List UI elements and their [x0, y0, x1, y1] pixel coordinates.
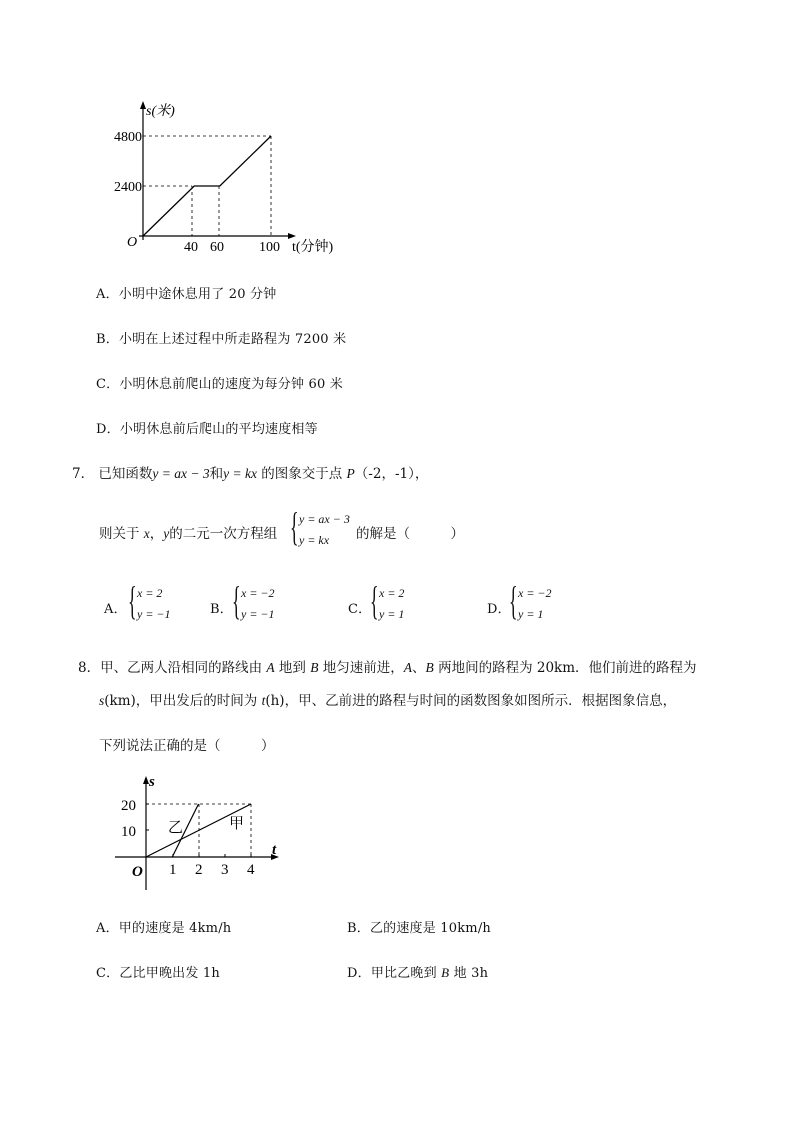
q7-option-c-letter[interactable]: C．	[348, 602, 372, 617]
q8-stem-line1	[78, 656, 697, 676]
q7-option-d-letter[interactable]: D．	[487, 602, 511, 617]
q7-system-brace: {	[290, 504, 299, 549]
q8-point-a-2: A	[403, 660, 413, 675]
q7-point-coords: （-2，-1），	[354, 466, 429, 482]
q7-option-b-row-1: x = −2	[241, 586, 275, 600]
q8-l1-c: 地匀速前进，	[318, 660, 404, 676]
q7-option-a-brace: {	[128, 578, 137, 623]
q7-option-a-row-1: x = 2	[137, 586, 163, 600]
q7-func-1: y = ax − 3	[152, 466, 210, 481]
q7-line2-tail: 的解是（ ）	[356, 526, 464, 542]
q7-option-c-row-1: x = 2	[379, 586, 405, 600]
q7-option-d-brace: {	[509, 578, 518, 623]
y-axis-label: s	[149, 774, 155, 790]
q7-text-1: 已知函数	[98, 466, 153, 482]
q6-option-d[interactable]: D．小明休息前后爬山的平均速度相等	[96, 422, 318, 437]
x-axis-label: t(分钟)	[292, 240, 334, 255]
label-jia: 甲	[229, 816, 245, 832]
q7-var-x: x	[143, 526, 150, 541]
q7-func-2: y = kx	[223, 466, 257, 481]
q7-line2-comma: ，	[149, 526, 164, 542]
q8-option-b[interactable]: B．乙的速度是 10km/h	[347, 921, 491, 936]
q6-option-a[interactable]: A．小明中途休息用了 20 分钟	[96, 287, 277, 302]
q7-option-d-row-2: y = 1	[518, 607, 544, 621]
q7-system-row-2: y = kx	[299, 533, 330, 547]
x-tick-60: 60	[210, 240, 224, 255]
q7-text-3: 的图象交于点	[256, 466, 347, 482]
y-tick-20: 20	[121, 798, 136, 814]
x-axis-label: t	[272, 842, 277, 858]
q8-l1-a: 甲、乙两人沿相同的路线由	[100, 660, 267, 676]
q7-option-b-brace: {	[232, 578, 241, 623]
x-tick-1: 1	[169, 862, 177, 878]
q8-l1-b: 地到	[274, 660, 311, 676]
q7-option-b-row-2: y = −1	[241, 607, 275, 621]
y-tick-2400: 2400	[114, 180, 142, 195]
q7-point-name: P	[346, 466, 355, 481]
q8-l1-e: 两地间的路程为 20km．他们前进的路程为	[433, 660, 697, 676]
q8-var-t: t	[261, 693, 266, 708]
q8-l1-d: 、	[412, 660, 426, 676]
q8-option-d-text: D．甲比乙晚到	[347, 966, 442, 981]
q7-option-c-row-2: y = 1	[379, 607, 405, 621]
y-axis-label: s(米)	[146, 104, 175, 119]
q7-text-2: 和	[209, 466, 224, 482]
q8-var-s: s	[99, 693, 105, 708]
q7-option-a-letter[interactable]: A．	[104, 602, 127, 617]
q8-option-d-point-b: B	[441, 965, 450, 980]
q7-stem-line1	[72, 462, 428, 482]
climb-chart	[114, 95, 350, 265]
q8-point-b: B	[310, 660, 319, 675]
q7-option-b-letter[interactable]: B．	[210, 602, 233, 617]
q7-option-c-brace: {	[370, 578, 379, 623]
q8-stem-line3: 下列说法正确的是（ ）	[99, 738, 275, 754]
q8-option-c[interactable]: C．乙比甲晚出发 1h	[96, 966, 220, 981]
q8-option-a[interactable]: A．甲的速度是 4km/h	[96, 921, 232, 936]
q7-number: 7．	[72, 466, 95, 482]
label-yi: 乙	[168, 820, 184, 836]
x-tick-40: 40	[184, 240, 198, 255]
q7-stem-line2	[99, 522, 277, 542]
q8-l2-b: (h)，甲、乙前进的路程与时间的函数图象如图所示．根据图象信息，	[265, 693, 677, 709]
q6-option-c[interactable]: C．小明休息前爬山的速度为每分钟 60 米	[96, 377, 343, 392]
x-tick-4: 4	[247, 862, 255, 878]
origin-label: O	[132, 864, 143, 880]
q7-system-row-1: y = ax − 3	[299, 512, 350, 526]
q8-number: 8．	[78, 660, 101, 676]
q8-l2-a: (km)，甲出发后的时间为	[104, 693, 262, 709]
x-tick-2: 2	[195, 862, 203, 878]
q7-option-a-row-2: y = −1	[137, 607, 171, 621]
y-tick-10: 10	[121, 824, 136, 840]
q7-line2-a: 则关于	[99, 526, 144, 542]
q6-option-b[interactable]: B．小明在上述过程中所走路程为 7200 米	[96, 332, 347, 347]
x-tick-100: 100	[259, 240, 280, 255]
q8-option-d[interactable]	[347, 962, 488, 981]
q7-line2-b: 的二元一次方程组	[169, 526, 278, 542]
q7-option-d-row-1: x = −2	[518, 586, 552, 600]
q8-point-b-2: B	[425, 660, 434, 675]
q7-var-y: y	[163, 526, 170, 541]
x-tick-3: 3	[221, 862, 229, 878]
y-tick-4800: 4800	[114, 130, 142, 145]
x-axis-arrow	[288, 233, 296, 239]
travel-chart	[105, 772, 290, 894]
q8-stem-line2	[99, 689, 676, 709]
q8-point-a: A	[266, 660, 275, 675]
origin-label: O	[127, 235, 138, 250]
q8-option-d-tail: 地 3h	[449, 966, 489, 981]
